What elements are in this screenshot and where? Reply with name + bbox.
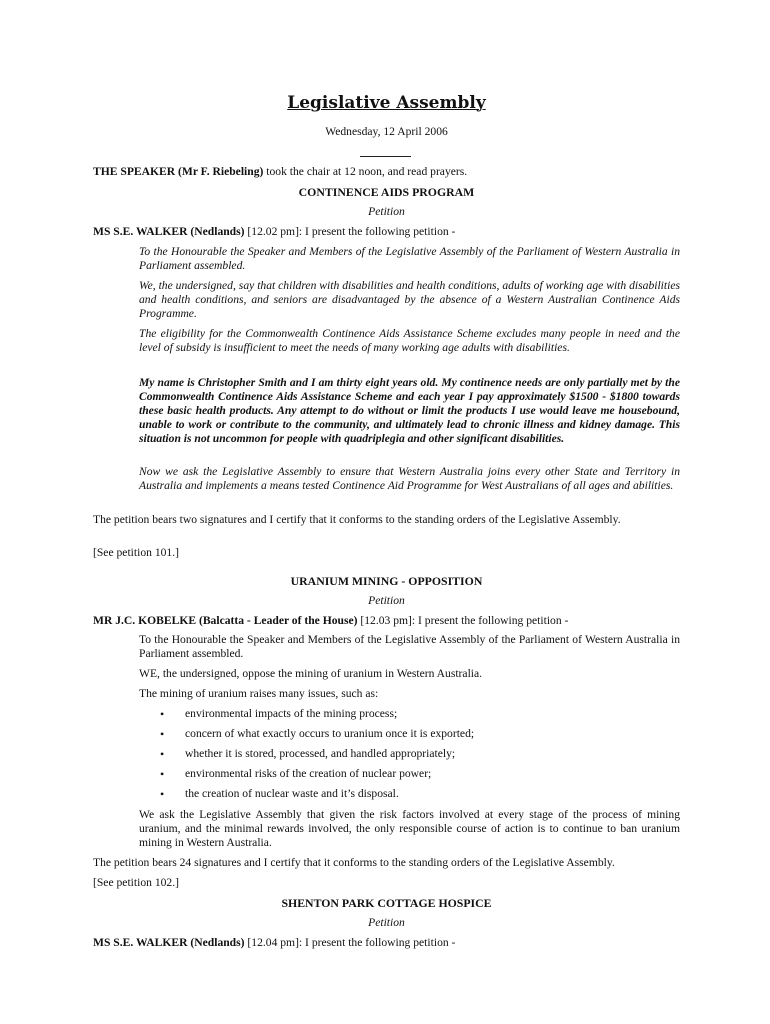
section-subheading: Petition [368,205,405,218]
petition-closing: The petition bears 24 signatures and I certify that it conforms to the standing orders of the Legislative Assembly. [93,856,615,869]
petition-paragraph: Now we ask the Legislative Assembly to ensure that Western Australia joins every other State and Territory in Australia and implements a means tested Continence Aid Programme for West Australians of all ages and abilities. [139,465,680,492]
petition-paragraph: WE, the undersigned, oppose the mining of uranium in Western Australia. [139,667,483,680]
bullet-item: the creation of nuclear waste and it’s disposal. [185,787,399,800]
bullet-item: environmental impacts of the mining process; [185,707,398,720]
speaker-text: took the chair at 12 noon, and read prayers. [263,165,468,178]
section-subheading: Petition [368,594,405,607]
presenter-name: MS S.E. WALKER (Nedlands) [93,936,245,949]
sitting-date: Wednesday, 12 April 2006 [325,125,448,138]
petition-reference: [See petition 101.] [93,546,179,559]
petition-paragraph: To the Honourable the Speaker and Members of the Legislative Assembly of the Parliament of Western Australia in Parliament assembled. [139,245,680,272]
petition-paragraph: To the Honourable the Speaker and Members of the Legislative Assembly of the Parliament of Western Australia in Parliament assembled. [139,633,680,660]
speaker-name: THE SPEAKER (Mr F. Riebeling) [93,165,264,178]
title-divider [360,156,411,157]
presenter-text: [12.04 pm]: I present the following petition - [244,936,456,949]
petition-paragraph: The mining of uranium raises many issues, such as: [139,687,379,700]
petition-closing: The petition bears two signatures and I certify that it conforms to the standing orders of the Legislative Assembly. [93,513,621,526]
section-heading-hospice: SHENTON PARK COTTAGE HOSPICE [281,896,492,910]
bullet-icon: • [160,787,165,801]
section-heading-continence: CONTINENCE AIDS PROGRAM [298,185,475,199]
page-title: Legislative Assembly [287,93,486,113]
petition-paragraph: The eligibility for the Commonwealth Continence Aids Assistance Scheme excludes many people in need and the level of subsidy is insufficient to meet the needs of many working age adults with disabilities. [139,327,680,354]
presenter-text: [12.02 pm]: I present the following petition - [244,225,456,238]
bullet-icon: • [160,707,165,721]
presenter-text: [12.03 pm]: I present the following petition - [357,614,569,627]
section-heading-uranium: URANIUM MINING - OPPOSITION [290,574,483,588]
section-subheading: Petition [368,916,405,929]
presenter-name: MS S.E. WALKER (Nedlands) [93,225,245,238]
petition-paragraph: We, the undersigned, say that children with disabilities and health conditions, adults of working age with disabilities and health conditions, and seniors are disadvantaged by the absence of a Western Australian Continence Aids Programme. [139,279,680,320]
bullet-item: whether it is stored, processed, and handled appropriately; [185,747,456,760]
bullet-icon: • [160,767,165,781]
bullet-item: concern of what exactly occurs to uranium once it is exported; [185,727,475,740]
presenter-line [93,614,680,628]
bullet-item: environmental risks of the creation of nuclear power; [185,767,432,780]
bullet-icon: • [160,727,165,741]
petition-reference: [See petition 102.] [93,876,179,889]
presenter-name: MR J.C. KOBELKE (Balcatta - Leader of the House) [93,614,358,627]
petition-paragraph: We ask the Legislative Assembly that given the risk factors involved at every stage of the process of mining uranium, and the minimal rewards involved, the only responsible course of action is to continue to ban uranium mining in Western Australia. [139,808,680,849]
presenter-line [93,225,680,239]
petition-paragraph-personal: My name is Christopher Smith and I am thirty eight years old. My continence needs are only partially met by the Commonwealth Continence Aids Assistance Scheme and each year I pay approximately $1500 - $1800 towards these basic health products. Any attempt to do without or limit the products I use would leave me housebound, unable to work or contribute to the community, and ultimately lead to chronic illness and kidney damage. This situation is not uncommon for people with quadriplegia and other significant disabilities. [139,376,680,445]
bullet-icon: • [160,747,165,761]
presenter-line [93,936,680,950]
speaker-line [93,165,680,179]
